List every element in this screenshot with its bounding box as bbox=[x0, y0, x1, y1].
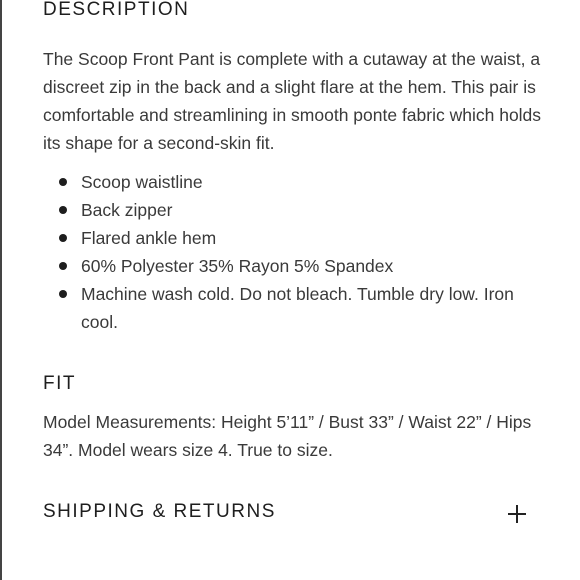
left-border bbox=[0, 0, 2, 580]
list-item-text: Back zipper bbox=[81, 200, 173, 220]
fit-heading: FIT bbox=[43, 373, 76, 394]
feature-list bbox=[43, 168, 543, 336]
shipping-returns-heading[interactable]: SHIPPING & RETURNS bbox=[43, 501, 276, 522]
bullet-icon bbox=[59, 178, 67, 186]
list-item-text: 60% Polyester 35% Rayon 5% Spandex bbox=[81, 256, 394, 276]
list-item bbox=[43, 196, 543, 224]
list-item bbox=[43, 280, 543, 336]
list-item bbox=[43, 224, 543, 252]
bullet-icon bbox=[59, 262, 67, 270]
bullet-icon bbox=[59, 290, 67, 298]
list-item bbox=[43, 168, 543, 196]
description-text: The Scoop Front Pant is complete with a cutaway at the waist, a discreet zip in the back and a slight flare at the hem. This pair is comfortable and streamlining in smooth ponte fabric which holds its shape for a second-skin fit. bbox=[43, 49, 542, 153]
list-item-text: Scoop waistline bbox=[81, 172, 203, 192]
fit-text: Model Measurements: Height 5’11” / Bust 33” / Waist 22” / Hips 34”. Model wears size 4. True to size. bbox=[43, 412, 532, 460]
list-item bbox=[43, 252, 543, 280]
description-heading: DESCRIPTION bbox=[43, 0, 190, 20]
bullet-icon bbox=[59, 206, 67, 214]
list-item-text: Machine wash cold. Do not bleach. Tumble dry low. Iron cool. bbox=[81, 284, 514, 332]
bullet-icon bbox=[59, 234, 67, 242]
list-item-text: Flared ankle hem bbox=[81, 228, 217, 248]
plus-icon[interactable] bbox=[506, 503, 528, 525]
